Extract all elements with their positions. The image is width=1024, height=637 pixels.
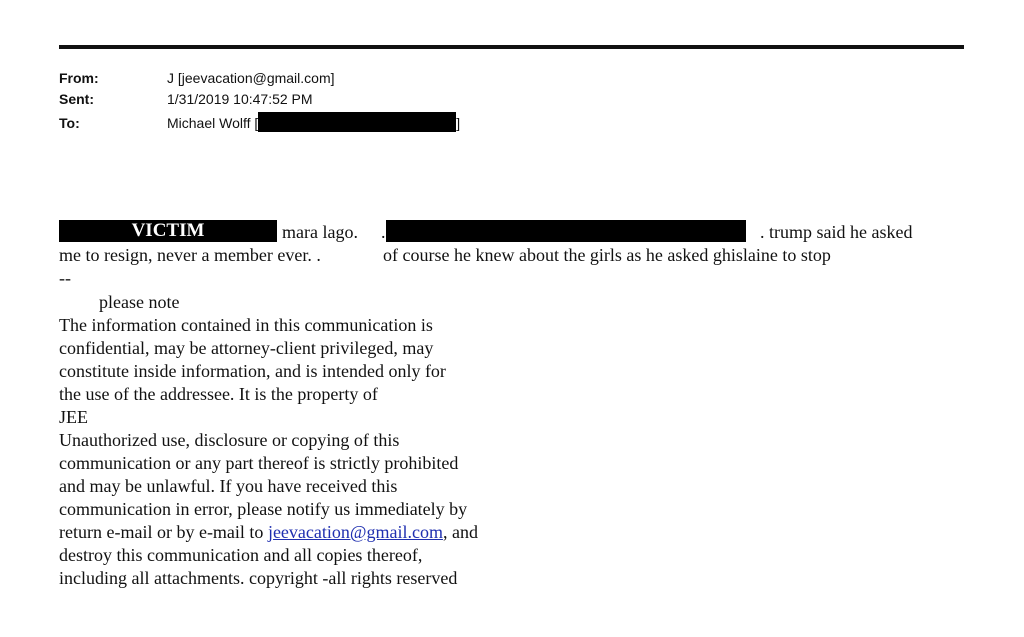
disclaimer-line: The information contained in this communication is xyxy=(59,315,433,335)
victim-redaction-label: VICTIM xyxy=(59,220,277,242)
disclaimer-line: communication in error, please notify us immediately by xyxy=(59,499,468,519)
disclaimer-line: including all attachments. copyright -all rights reserved xyxy=(59,568,458,588)
disclaimer-line: Unauthorized use, disclosure or copying of this xyxy=(59,430,400,450)
to-row xyxy=(59,112,460,132)
from-value: J [jeevacation@gmail.com] xyxy=(167,70,335,86)
disclaimer-return-line xyxy=(59,521,478,543)
disclaimer-note: please note xyxy=(99,292,180,312)
disclaimer-line: constitute inside information, and is intended only for xyxy=(59,361,446,381)
disclaimer-line: the use of the addressee. It is the property of xyxy=(59,384,378,404)
email-link[interactable]: jeevacation@gmail.com xyxy=(267,522,443,542)
to-close: ] xyxy=(456,115,461,131)
return-suffix: , and xyxy=(442,522,478,542)
sent-label: Sent: xyxy=(59,91,94,107)
to-label: To: xyxy=(59,115,80,131)
message-line2-a: me to resign, never a member ever. . xyxy=(59,245,321,265)
sent-value: 1/31/2019 10:47:52 PM xyxy=(167,91,313,107)
message-line1-b: . trump said he asked xyxy=(760,222,913,242)
disclaimer-line: JEE xyxy=(59,407,88,427)
message-line2-b: of course he knew about the girls as he asked ghislaine to stop xyxy=(383,245,831,265)
disclaimer-line: and may be unlawful. If you have received this xyxy=(59,476,398,496)
to-redaction xyxy=(258,112,456,132)
sent-row xyxy=(59,91,313,108)
message-line1-dot: . xyxy=(381,222,386,242)
message-redaction xyxy=(386,220,746,242)
header-rule xyxy=(59,45,964,49)
disclaimer-line: destroy this communication and all copies thereof, xyxy=(59,545,423,565)
disclaimer-line: communication or any part thereof is strictly prohibited xyxy=(59,453,459,473)
to-name: Michael Wolff [ xyxy=(167,115,259,131)
from-label: From: xyxy=(59,70,99,86)
from-row xyxy=(59,70,335,87)
message-separator: -- xyxy=(59,268,71,288)
disclaimer-line: confidential, may be attorney-client privileged, may xyxy=(59,338,434,358)
return-prefix: return e-mail or by e-mail to xyxy=(59,522,268,542)
message-line1-a: mara lago. xyxy=(282,222,358,242)
